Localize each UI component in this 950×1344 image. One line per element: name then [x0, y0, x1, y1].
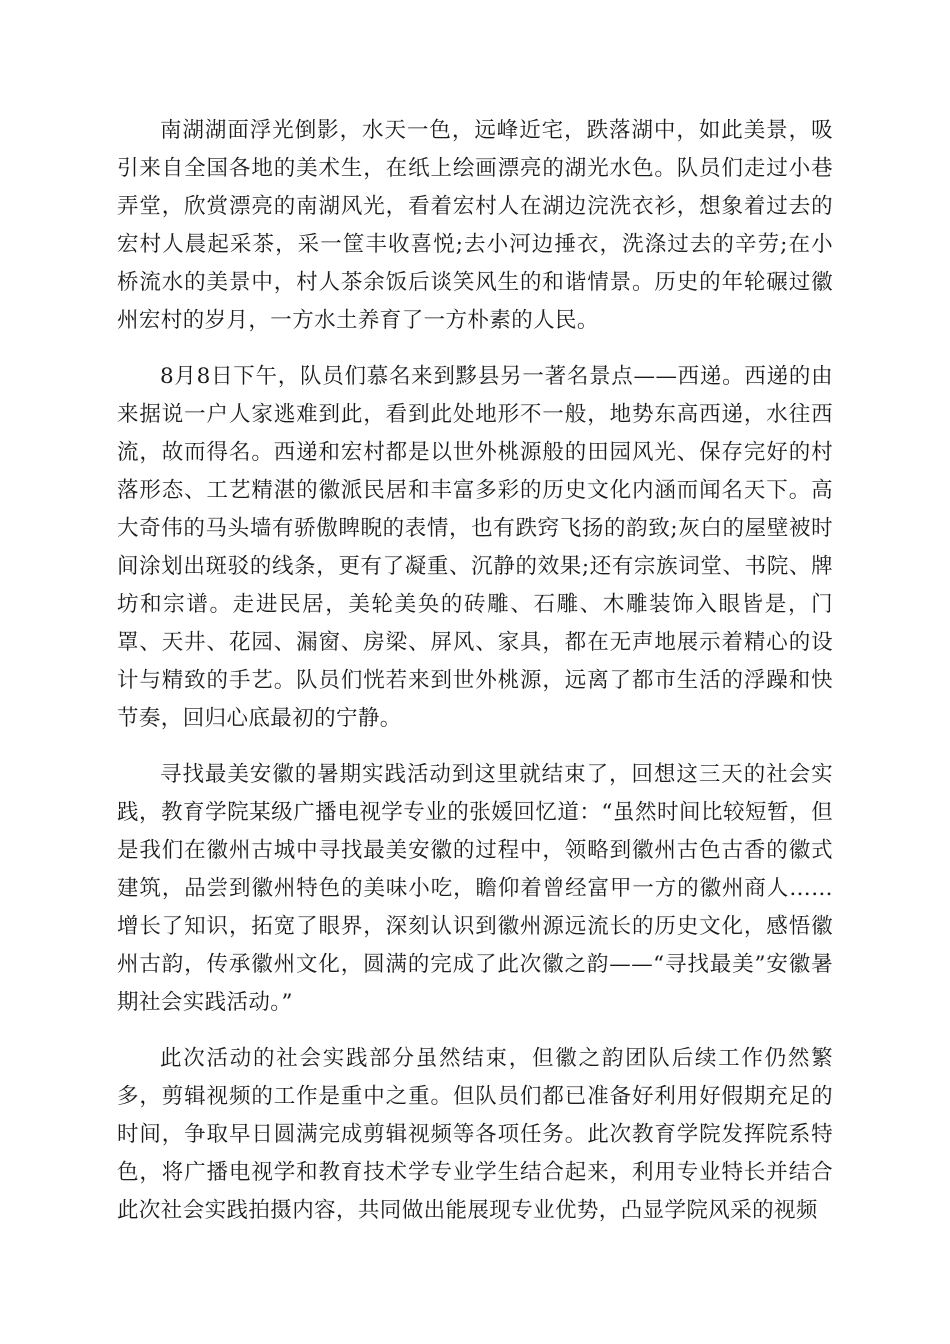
paragraph-south-lake: 南湖湖面浮光倒影，水天一色，远峰近宅，跌落湖中，如此美景，吸引来自全国各地的美术生，在纸上绘画漂亮的湖光水色。队员们走过小巷弄堂，欣赏漂亮的南湖风光，看着宏村人在湖边浣洗衣衫，想象着过去的宏村人晨起采茶，采一筐丰收喜悦;去小河边捶衣，洗涤过去的辛劳;在小桥流水的美景中，村人茶余饭后谈笑风生的和谐情景。历史的年轮碾过徽州宏村的岁月，一方水土养育了一方朴素的人民。: [117, 118, 833, 333]
paragraph-xidi: 8月8日下午，队员们慕名来到黟县另一著名景点——西递。西递的由来据说一户人家逃难到此，看到此处地形不一般，地势东高西递，水往西流，故而得名。西递和宏村都是以世外桃源般的田园风光、保存完好的村落形态、工艺精湛的徽派民居和丰富多彩的历史文化内涵而闻名天下。高大奇伟的马头墙有骄傲睥睨的表情，也有跌窍飞扬的韵致;灰白的屋壁被时间涂划出斑驳的线条，更有了凝重、沉静的效果;还有宗族词堂、书院、牌坊和宗谱。走进民居，美轮美奂的砖雕、石雕、木雕装饰入眼皆是，门罩、天井、花园、漏窗、房梁、屏风、家具，都在无声地展示着精心的设计与精致的手艺。队员们恍若来到世外桃源，远离了都市生活的浮躁和快节奏，回归心底最初的宁静。: [117, 364, 833, 731]
paragraph-summary-quote: 寻找最美安徽的暑期实践活动到这里就结束了，回想这三天的社会实践，教育学院某级广播电视学专业的张媛回忆道：“虽然时间比较短暂，但是我们在徽州古城中寻找最美安徽的过程中，领略到徽州古色古香的徽式建筑，品尝到徽州特色的美味小吃，瞻仰着曾经富甲一方的徽州商人……增长了知识，拓宽了眼界，深刻认识到徽州源远流长的历史文化，感悟徽州古韵，传承徽州文化，圆满的完成了此次徽之韵——“寻找最美”安徽暑期社会实践活动。”: [117, 762, 833, 1015]
document-body: [117, 112, 833, 1248]
paragraph-follow-up: 此次活动的社会实践部分虽然结束，但徽之韵团队后续工作仍然繁多，剪辑视频的工作是重中之重。但队员们都已准备好利用好假期充足的时间，争取早日圆满完成剪辑视频等各项任务。此次教育学院发挥院系特色，将广播电视学和教育技术学专业学生结合起来，利用专业特长并结合此次社会实践拍摄内容，共同做出能展现专业优势，凸显学院风采的视频: [117, 1046, 833, 1223]
